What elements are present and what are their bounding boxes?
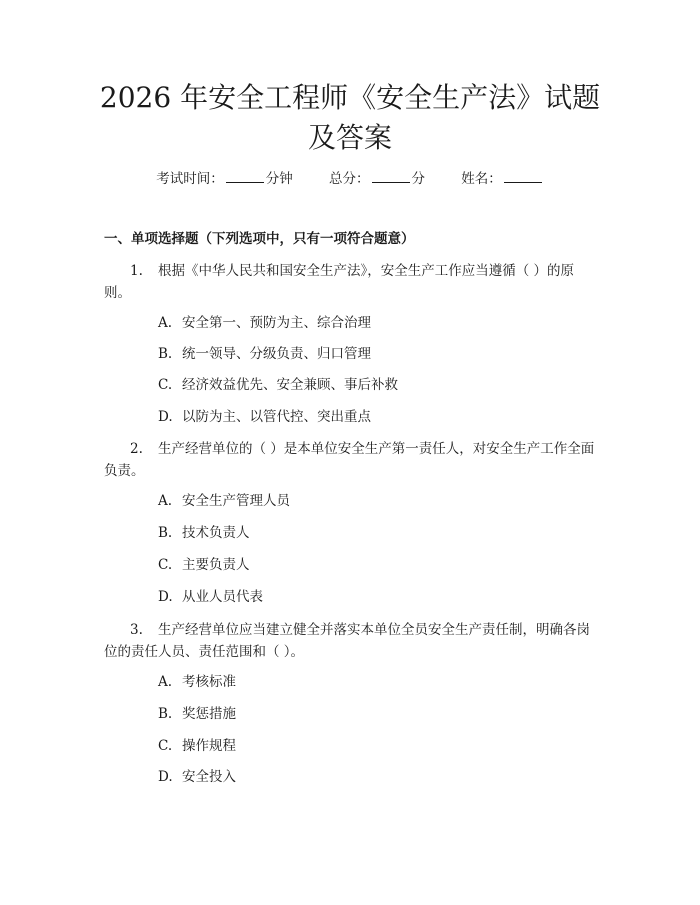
question-2-option-b (158, 523, 250, 543)
section-heading: 一、单项选择题（下列选项中，只有一项符合题意） (104, 231, 415, 247)
option-text: 统一领导、分级负责、归口管理 (182, 346, 371, 362)
question-2-option-a (158, 491, 290, 511)
option-text: 安全投入 (182, 769, 236, 785)
option-letter: B. (158, 706, 173, 722)
total-score-field (329, 168, 425, 189)
option-letter: B. (158, 346, 173, 362)
option-text: 经济效益优先、安全兼顾、事后补救 (182, 377, 398, 393)
option-letter: D. (158, 409, 173, 425)
option-letter: D. (158, 769, 173, 785)
option-letter: A. (158, 493, 173, 509)
question-3 (104, 619, 596, 663)
question-2-number: 2. (130, 441, 143, 457)
question-1-option-c (158, 375, 398, 395)
option-letter: A. (158, 674, 173, 690)
question-3-option-b (158, 704, 236, 724)
question-1-option-d (158, 407, 371, 427)
option-letter: C. (158, 557, 173, 573)
option-text: 奖惩措施 (182, 706, 236, 722)
question-1-option-b (158, 344, 371, 364)
option-text: 操作规程 (182, 738, 236, 754)
option-text: 安全第一、预防为主、综合治理 (182, 315, 371, 331)
option-letter: D. (158, 589, 173, 605)
option-text: 技术负责人 (182, 525, 250, 541)
option-letter: C. (158, 377, 173, 393)
exam-info-line (0, 168, 700, 189)
document-title: 2026 年安全工程师《安全生产法》试题及答案 (99, 81, 601, 154)
total-score-unit: 分 (411, 171, 425, 187)
option-text: 主要负责人 (182, 557, 250, 573)
option-text: 安全生产管理人员 (182, 493, 290, 509)
exam-time-field (156, 168, 293, 189)
exam-time-blank (226, 168, 264, 183)
question-1-number: 1. (130, 263, 143, 279)
option-text: 以防为主、以管代控、突出重点 (182, 409, 371, 425)
question-1-option-a (158, 313, 371, 333)
option-letter: C. (158, 738, 173, 754)
question-2-option-d (158, 587, 263, 607)
exam-time-label: 考试时间： (156, 171, 224, 187)
question-3-option-a (158, 672, 236, 692)
name-label: 姓名： (461, 171, 502, 187)
total-score-blank (372, 168, 410, 183)
question-3-option-d (158, 767, 236, 787)
option-text: 考核标准 (182, 674, 236, 690)
exam-time-unit: 分钟 (265, 171, 293, 187)
option-letter: B. (158, 525, 173, 541)
question-1-text: 根据《中华人民共和国安全生产法》，安全生产工作应当遵循（ ）的原则。 (104, 263, 575, 301)
question-2 (104, 438, 596, 482)
question-2-option-c (158, 555, 250, 575)
question-3-text: 生产经营单位应当建立健全并落实本单位全员安全生产责任制，明确各岗位的责任人员、责任范围和（ ）。 (104, 622, 590, 660)
option-letter: A. (158, 315, 173, 331)
question-3-number: 3. (130, 622, 143, 638)
question-2-text: 生产经营单位的（ ）是本单位安全生产第一责任人，对安全生产工作全面负责。 (104, 441, 595, 479)
name-blank (504, 168, 542, 183)
question-1 (104, 260, 596, 304)
name-field (461, 168, 544, 189)
total-score-label: 总分： (329, 171, 370, 187)
question-3-option-c (158, 736, 236, 756)
option-text: 从业人员代表 (182, 589, 263, 605)
